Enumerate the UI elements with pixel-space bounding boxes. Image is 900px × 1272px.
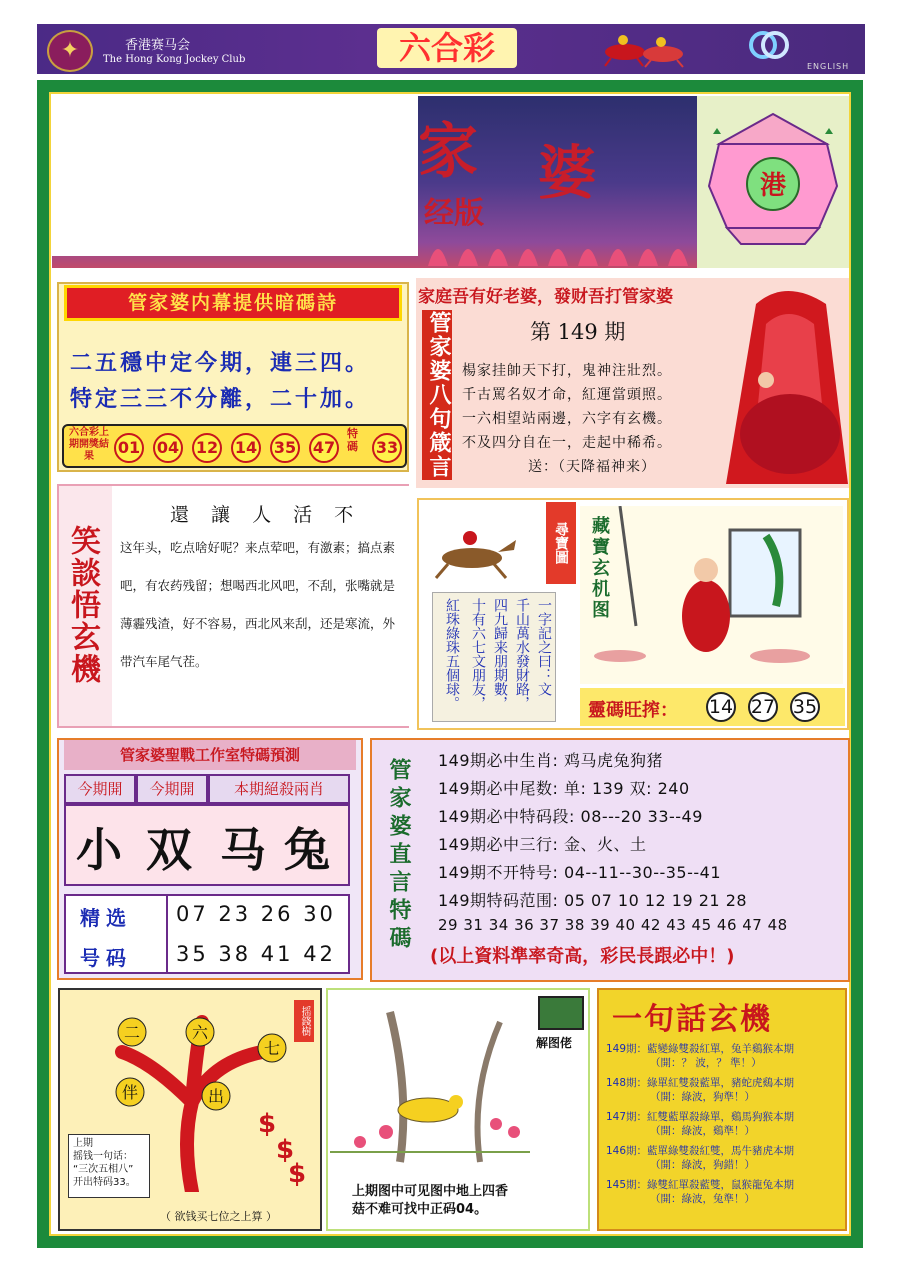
phrase-line: （開：？ 波，？ 準！） xyxy=(650,1057,762,1069)
col-header: 今期開 xyxy=(136,774,208,804)
result-ball: 47 xyxy=(309,433,339,463)
direct-tips-side-title: 管家婆直言特碼 xyxy=(386,758,412,954)
treasure-map-title: 藏寶玄机图 xyxy=(589,516,610,621)
studio-prediction-title: 管家婆聖戰工作室特碼預測 xyxy=(64,740,356,770)
tree-ball: 二 xyxy=(123,1023,141,1042)
english-link[interactable]: ENGLISH xyxy=(807,62,850,71)
tip-line: 149期特码范围: 05 07 10 12 19 21 28 xyxy=(438,891,748,910)
joke-line: 带汽车尾气茬。 xyxy=(120,654,208,669)
selected-label-1: 精选 xyxy=(80,906,132,930)
phrase-line: 149期：藍變綠雙殺紅單，兔羊鷄猴本期 xyxy=(606,1043,795,1055)
banner-blank-area xyxy=(52,94,418,256)
one-phrase-title: 一句話玄機 xyxy=(612,1002,772,1037)
scroll-column: 紅珠綠珠五個球。 xyxy=(444,598,460,710)
phrase-line: （開：綠波，兔準！） xyxy=(650,1193,755,1205)
secret-poem-title: 管家婆内幕提供暗碼詩 xyxy=(64,285,402,321)
picture-decoder-caption: 菇不难可找中正码04。 xyxy=(352,1202,488,1217)
lantern-char: 港 xyxy=(759,171,787,201)
tip-line: 149期不开特号: 04--11--30--35--41 xyxy=(438,863,722,882)
phrase-line: 146期：藍單綠雙殺紅雙，馬牛豬虎本期 xyxy=(606,1145,795,1157)
selected-numbers-row: 35 38 41 42 xyxy=(176,942,336,966)
special-label: 特碼 xyxy=(347,427,358,453)
picture-decoder-illustration xyxy=(330,992,530,1170)
last-result-label: 六合彩上期開獎結果 xyxy=(69,427,109,462)
svg-text:$: $ xyxy=(258,1109,277,1139)
phrase-line: （開：綠波，狗錯！） xyxy=(650,1159,755,1171)
tip-line: 149期必中尾数: 单: 139 双: 240 xyxy=(438,779,690,798)
money-tree-tag: 摇錢樹 xyxy=(294,1000,314,1042)
lantern-panel xyxy=(697,96,849,268)
eight-verse-side-title: 管家婆八句箴言 xyxy=(422,310,452,480)
col-header: 本期絕殺兩肖 xyxy=(208,774,350,804)
tip-line: 149期必中生肖: 鸡马虎兔狗猪 xyxy=(438,751,664,770)
scroll-column: 一字記之曰：文 xyxy=(536,598,552,696)
result-ball: 35 xyxy=(270,433,300,463)
tree-ball: 六 xyxy=(191,1023,209,1042)
prediction-parity: 双 xyxy=(146,823,192,877)
scroll-column: 四九歸来朋期數， xyxy=(492,598,508,710)
verse-line: 千古罵名奴才命，紅運當頭照。 xyxy=(462,387,672,403)
joke-title: 還 讓 人 活 不 xyxy=(170,504,362,526)
scroll-column: 千山萬水發財路， xyxy=(514,598,530,710)
poem-line-2: 特定三三不分離，二十加。 xyxy=(70,386,371,412)
banner-char-jia: 家 xyxy=(418,117,478,187)
lucky-ball: 27 xyxy=(748,692,778,722)
svg-text:$: $ xyxy=(288,1159,307,1189)
lantern-icon xyxy=(697,96,849,268)
selected-numbers-label xyxy=(80,898,132,978)
horse-rider-icon xyxy=(424,522,520,580)
joke-line: 吧，有农药残留；想喝西北风吧，不刮，张嘴就是 xyxy=(120,578,396,593)
direct-tips-footer: (以上資料準率奇高，彩民長跟必中！) xyxy=(430,946,735,967)
verse-line: 一六相望站兩邊，六字有玄機。 xyxy=(462,411,672,427)
tree-ball: 出 xyxy=(207,1087,225,1106)
picture-decoder-label: 解图佬 xyxy=(536,1036,573,1050)
lucky-ball: 14 xyxy=(706,692,736,722)
special-ball: 33 xyxy=(372,433,402,463)
racing-horses-icon xyxy=(597,30,697,68)
treasure-scene-illustration xyxy=(580,506,843,684)
prediction-size: 小 xyxy=(76,823,122,877)
scroll-column: 十有六七文朋友， xyxy=(470,598,486,710)
eight-verse-heading: 家庭吾有好老婆，發财吾打管家婆 xyxy=(418,287,673,307)
jockey-club-logo-icon[interactable]: ✦ xyxy=(47,30,93,72)
poem-line-1: 二五穩中定今期，連三四。 xyxy=(70,350,371,376)
col-header: 今期開 xyxy=(64,774,136,804)
lucky-number-label: 靈碼旺搾： xyxy=(588,700,678,721)
verse-line: 不及四分自在一，走起中稀希。 xyxy=(462,435,672,451)
verse-gift-line: 送：（天降福神来） xyxy=(528,459,656,475)
svg-text:$: $ xyxy=(276,1135,295,1165)
org-name-english: The Hong Kong Jockey Club xyxy=(103,54,246,65)
bride-illustration xyxy=(726,284,848,484)
top-header-bar xyxy=(37,24,865,74)
lotus-row-icon xyxy=(418,232,697,266)
banner-char-po: 婆 xyxy=(538,139,597,207)
tree-ball: 七 xyxy=(263,1039,281,1058)
treasure-scene xyxy=(580,506,843,684)
result-ball: 12 xyxy=(192,433,222,463)
tip-line: 149期必中三行: 金、火、土 xyxy=(438,835,647,854)
selected-numbers-row: 07 23 26 30 xyxy=(176,902,336,926)
phrase-line: 145期：綠雙紅單殺藍雙，鼠猴龍兔本期 xyxy=(606,1179,795,1191)
phrase-line: 147期：紅雙藍單殺綠單，鷄馬狗猴本期 xyxy=(606,1111,795,1123)
kill-zodiac: 兔 xyxy=(284,823,330,877)
lottery-logo-icon[interactable] xyxy=(747,30,791,60)
issue-number: 第 149 期 xyxy=(530,320,626,344)
result-ball: 01 xyxy=(114,433,144,463)
joke-line: 薄霾残渣，好不容易，西北风来刮，还是寒流，外 xyxy=(120,616,396,631)
table-divider xyxy=(166,896,168,972)
money-tree-note xyxy=(68,1134,150,1198)
tip-line: 149期必中特码段: 08---20 33--49 xyxy=(438,807,703,826)
tree-note-line: 摇钱一句话： xyxy=(73,1151,133,1162)
tip-line: 29 31 34 36 37 38 39 40 42 43 45 46 47 48 xyxy=(438,916,788,934)
tree-note-line: 上期 xyxy=(73,1138,93,1149)
verse-line: 楊家挂帥天下打，鬼神注壯烈。 xyxy=(462,363,672,379)
mark-six-title[interactable]: 六合彩 xyxy=(377,28,517,68)
selected-label-2: 号码 xyxy=(80,946,132,970)
picture-decoder-caption: 上期图中可见图中地上四香 xyxy=(352,1184,509,1199)
joke-side-title: 笑談悟玄機 xyxy=(65,525,100,685)
money-tree-footer: （ 欲钱买七位之上算 ） xyxy=(160,1210,277,1223)
treasure-map-tag: 尋寶圖 xyxy=(546,502,576,584)
lucky-ball: 35 xyxy=(790,692,820,722)
joke-line: 这年头，吃点啥好呢？来点荤吧，有激素；搞点素 xyxy=(120,540,396,555)
phrase-line: （開：綠波，狗準！） xyxy=(650,1091,755,1103)
result-ball: 14 xyxy=(231,433,261,463)
phrase-line: （開：綠波，鷄準！） xyxy=(650,1125,755,1137)
result-ball: 04 xyxy=(153,433,183,463)
phrase-line: 148期：綠單紅雙殺藍單，豬蛇虎鷄本期 xyxy=(606,1077,795,1089)
tree-ball: 伴 xyxy=(121,1083,139,1102)
picture-decoder-icon[interactable] xyxy=(538,996,584,1030)
org-name-chinese: 香港赛马会 xyxy=(125,38,191,53)
tree-note-line: “三次五相八” xyxy=(73,1164,134,1175)
kill-zodiac: 马 xyxy=(220,823,266,877)
tree-note-line: 开出特码33。 xyxy=(73,1177,136,1188)
banner-edition: 经版 xyxy=(424,196,484,231)
